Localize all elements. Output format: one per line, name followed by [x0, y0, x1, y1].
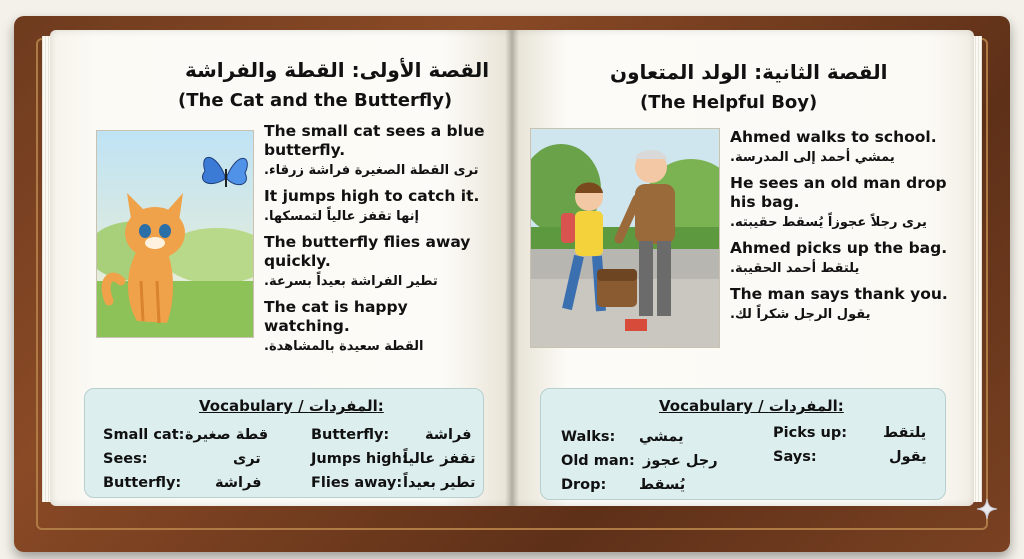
sentence-english: He sees an old man drop his bag. — [730, 174, 947, 211]
sentence-arabic: القطة سعيدة بالمشاهدة. — [264, 339, 424, 354]
sentence-english: The man says thank you. — [730, 285, 948, 303]
sentence-english: It jumps high to catch it. — [264, 187, 480, 205]
bag-icon — [597, 269, 637, 307]
sentence-english: Ahmed picks up the bag. — [730, 239, 948, 257]
story2-sentence-1 — [730, 128, 960, 166]
sentence-english: The butterfly flies away quickly. — [264, 233, 471, 270]
vocab-translation: فراشة — [425, 427, 472, 443]
vocabulary-heading: Vocabulary / المفردات: — [659, 397, 844, 415]
helpful-boy-illustration — [530, 128, 720, 348]
story2-title-arabic: القصة الثانية: الولد المتعاون — [610, 60, 888, 84]
story1-title-english: (The Cat and the Butterfly) — [178, 90, 453, 111]
sentence-arabic: تطير الفراشة بعيداً بسرعة. — [264, 274, 438, 289]
vocab-translation: ترى — [233, 451, 261, 467]
story2-sentence-4 — [730, 285, 960, 323]
vocab-translation: يمشي — [639, 429, 684, 445]
vocab-translation: يقول — [889, 449, 927, 465]
sentence-english: The small cat sees a blue butterfly. — [264, 122, 485, 159]
vocab-term: Walks: — [561, 429, 616, 445]
story2-sentence-3 — [730, 239, 960, 277]
sentence-arabic: يلتقط أحمد الحقيبة. — [730, 261, 860, 276]
sentence-english: The cat is happy watching. — [264, 298, 408, 335]
vocab-term: Drop: — [561, 477, 607, 493]
story1-sentence-2 — [264, 187, 496, 225]
cat-butterfly-illustration — [96, 130, 254, 338]
vocabulary-heading: Vocabulary / المفردات: — [199, 397, 384, 415]
story1-sentence-3 — [264, 233, 496, 290]
vocab-term: Small cat: — [103, 427, 185, 443]
story1-vocabulary-box — [84, 388, 484, 498]
vocab-translation: قطة صغيرة — [185, 427, 269, 443]
story2-title-english: (The Helpful Boy) — [640, 92, 818, 113]
vocab-translation: تقفز عالياً — [403, 451, 476, 467]
sentence-arabic: يرى رجلاً عجوزاً يُسقط حقيبته. — [730, 215, 927, 230]
left-page — [50, 30, 512, 506]
book-on-ground-icon — [625, 319, 647, 331]
vocab-translation: تطير بعيداً — [403, 475, 476, 491]
vocab-term: Flies away: — [311, 475, 403, 491]
vocab-translation: يُسقط — [639, 477, 686, 493]
vocab-term: Old man: — [561, 453, 635, 469]
sentence-english: Ahmed walks to school. — [730, 128, 937, 146]
vocab-term: Butterfly: — [311, 427, 390, 443]
vocab-term: Sees: — [103, 451, 148, 467]
vocab-term: Jumps high: — [311, 451, 408, 467]
vocab-translation: يلتقط — [883, 425, 927, 441]
vocab-translation: فراشة — [215, 475, 262, 491]
vocab-translation: رجل عجوز — [643, 453, 718, 469]
story1-sentence-1 — [264, 122, 496, 179]
book-gutter — [505, 30, 519, 506]
sentence-arabic: يمشي أحمد إلى المدرسة. — [730, 150, 895, 165]
right-page — [512, 30, 974, 506]
story1-title-arabic: القصة الأولى: القطة والفراشة — [185, 58, 490, 82]
story2-sentence-2 — [730, 174, 960, 231]
sentence-arabic: ترى القطة الصغيرة فراشة زرقاء. — [264, 163, 479, 178]
vocab-term: Butterfly: — [103, 475, 182, 491]
sparkle-icon — [976, 498, 998, 520]
story2-text — [730, 128, 960, 331]
vocab-term: Says: — [773, 449, 817, 465]
sentence-arabic: إنها تقفز عالياً لتمسكها. — [264, 209, 419, 224]
story1-sentence-4 — [264, 298, 496, 355]
sentence-arabic: يقول الرجل شكراً لك. — [730, 307, 871, 322]
vocab-term: Picks up: — [773, 425, 848, 441]
story1-text — [264, 122, 496, 363]
story2-vocabulary-box — [540, 388, 946, 500]
